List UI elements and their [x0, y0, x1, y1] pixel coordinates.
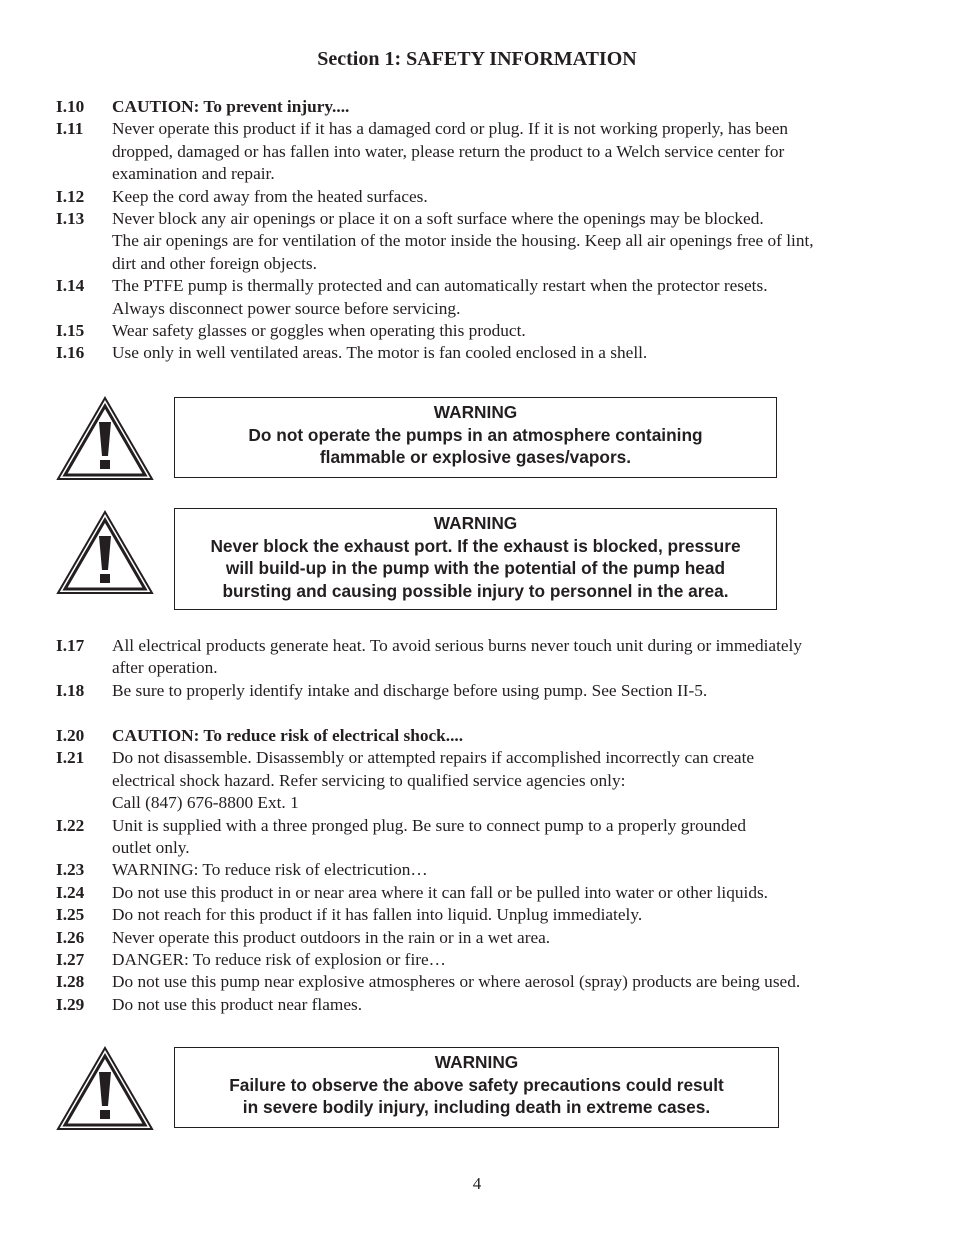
list-item	[56, 904, 886, 926]
item-text-line: WARNING: To reduce risk of electricution…	[112, 860, 428, 880]
item-text-line: Wear safety glasses or goggles when operating this product.	[112, 321, 526, 341]
warning-box-atmosphere	[174, 397, 777, 478]
item-text-line: Be sure to properly identify intake and discharge before using pump. See Section II-5.	[112, 680, 708, 700]
list-item	[56, 971, 886, 993]
item-text-line: Never operate this product if it has a damaged cord or plug. If it is not working properly, has been	[112, 119, 789, 139]
item-number: I.28	[56, 972, 85, 992]
list-item	[56, 96, 886, 118]
item-text-line: Do not use this pump near explosive atmospheres or where aerosol (spray) products are being used.	[112, 972, 801, 992]
item-text-line: after operation.	[112, 658, 218, 678]
item-number: I.24	[56, 882, 85, 902]
warning-heading: WARNING	[434, 1052, 519, 1072]
list-item	[56, 725, 886, 747]
item-number: I.13	[56, 209, 85, 229]
warning-line: Do not operate the pumps in an atmosphere containing	[248, 424, 703, 445]
warning-box-failure	[174, 1047, 779, 1128]
item-number: I.23	[56, 860, 85, 880]
item-number: I.21	[56, 748, 85, 768]
list-item	[56, 208, 886, 275]
list-item	[56, 118, 886, 185]
item-number: I.25	[56, 905, 85, 925]
item-text-line: Use only in well ventilated areas. The motor is fan cooled enclosed in a shell.	[112, 343, 648, 363]
item-text-line: dropped, damaged or has fallen into water, please return the product to a Welch service center for	[112, 141, 785, 161]
list-item	[56, 635, 886, 680]
item-text-line: Call (847) 676-8800 Ext. 1	[112, 793, 299, 813]
item-text-line: Do not use this product in or near area where it can fall or be pulled into water or other liquids.	[112, 882, 769, 902]
item-text-line: electrical shock hazard. Refer servicing to qualified service agencies only:	[112, 770, 626, 790]
item-text-line: Do not disassemble. Disassembly or attempted repairs if accomplished incorrectly can create	[112, 748, 755, 768]
list-item	[56, 859, 886, 881]
item-text-line: Never operate this product outdoors in the rain or in a wet area.	[112, 927, 551, 947]
item-text-line: outlet only.	[112, 838, 190, 858]
item-text-line: Keep the cord away from the heated surfaces.	[112, 186, 428, 206]
item-number: I.26	[56, 927, 85, 947]
item-text-line: The air openings are for ventilation of the motor inside the housing. Keep all air openings free of lint,	[112, 231, 814, 251]
item-number: I.14	[56, 276, 85, 296]
item-text-line: Do not reach for this product if it has fallen into liquid. Unplug immediately.	[112, 905, 643, 925]
item-number: I.27	[56, 950, 85, 970]
safety-list-3	[56, 725, 886, 1016]
item-text-line: Never block any air openings or place it on a soft surface where the openings may be blocked.	[112, 209, 764, 229]
safety-list-2	[56, 635, 886, 702]
list-item	[56, 186, 886, 208]
list-item	[56, 320, 886, 342]
item-text-line: dirt and other foreign objects.	[112, 253, 317, 273]
warning-line: bursting and causing possible injury to personnel in the area.	[222, 580, 729, 601]
item-number: I.16	[56, 343, 85, 363]
item-number: I.29	[56, 994, 85, 1014]
item-number: I.11	[56, 119, 84, 139]
item-number: I.12	[56, 186, 85, 206]
list-item	[56, 815, 886, 860]
item-number: I.15	[56, 321, 85, 341]
list-item	[56, 680, 886, 702]
safety-list-1	[56, 96, 886, 365]
list-item	[56, 927, 886, 949]
item-text-line: All electrical products generate heat. To avoid serious burns never touch unit during or immediately	[112, 636, 802, 655]
item-text-line: CAUTION: To prevent injury....	[112, 97, 350, 116]
warning-triangle-icon	[56, 396, 154, 482]
list-item	[56, 342, 886, 364]
list-item	[56, 949, 886, 971]
warning-heading: WARNING	[433, 513, 518, 533]
item-number: I.22	[56, 815, 85, 835]
warning-line: in severe bodily injury, including death in extreme cases.	[242, 1097, 711, 1118]
list-item	[56, 994, 886, 1016]
list-item	[56, 747, 886, 814]
warning-line: will build-up in the pump with the potential of the pump head	[225, 558, 726, 579]
list-item	[56, 275, 886, 320]
item-text-line: DANGER: To reduce risk of explosion or fire…	[112, 950, 446, 970]
item-text-line: Unit is supplied with a three pronged plug. Be sure to connect pump to a properly grounded	[112, 815, 746, 835]
item-text-line: Do not use this product near flames.	[112, 994, 363, 1014]
warning-line: Never block the exhaust port. If the exhaust is blocked, pressure	[210, 535, 741, 556]
item-number: I.18	[56, 680, 85, 700]
item-text-line: examination and repair.	[112, 164, 275, 184]
warning-line: Failure to observe the above safety precautions could result	[229, 1074, 724, 1095]
page-number: 4	[472, 1174, 482, 1193]
warning-line: flammable or explosive gases/vapors.	[319, 447, 632, 468]
item-text-line: The PTFE pump is thermally protected and can automatically restart when the protector resets.	[112, 276, 768, 296]
item-number: I.10	[56, 97, 85, 116]
page-title: Section 1: SAFETY INFORMATION	[317, 48, 637, 70]
item-text-line: Always disconnect power source before servicing.	[112, 298, 461, 318]
warning-heading: WARNING	[433, 402, 518, 422]
list-item	[56, 882, 886, 904]
warning-triangle-icon	[56, 1046, 154, 1132]
item-number: I.17	[56, 636, 85, 655]
item-text-line: CAUTION: To reduce risk of electrical shock....	[112, 726, 464, 745]
warning-box-exhaust	[174, 508, 777, 610]
warning-triangle-icon	[56, 510, 154, 596]
item-number: I.20	[56, 726, 85, 745]
